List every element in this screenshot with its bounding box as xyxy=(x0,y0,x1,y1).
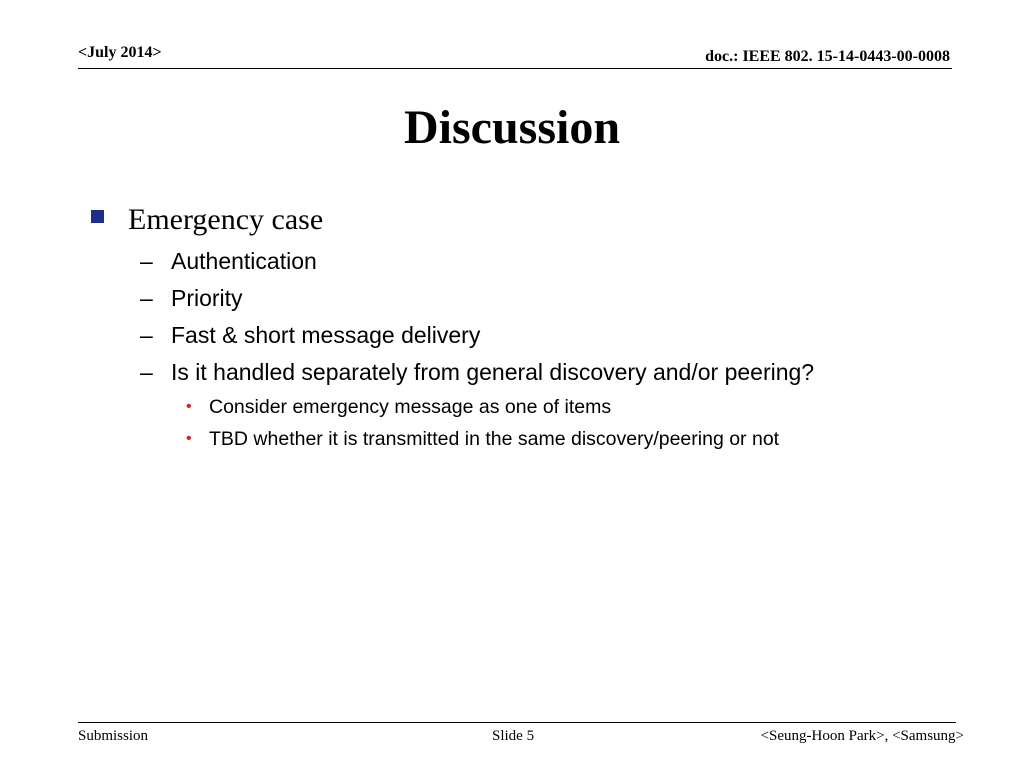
dash-bullet-icon: – xyxy=(140,322,153,348)
bullet-level2-text: Fast & short message delivery xyxy=(171,322,481,348)
dash-bullet-icon: – xyxy=(140,285,153,311)
footer-author: <Seung-Hoon Park>, <Samsung> xyxy=(760,728,964,744)
header-doc-id: doc.: IEEE 802. 15-14-0443-00-0008 xyxy=(705,48,950,65)
dot-bullet-icon: • xyxy=(186,398,192,415)
header-divider xyxy=(78,68,952,69)
slide-title: Discussion xyxy=(403,101,621,154)
bullet-level3-text: TBD whether it is transmitted in the same discovery/peering or not xyxy=(209,428,780,450)
bullet-level2-text: Priority xyxy=(171,285,243,311)
footer-slide-number: Slide 5 xyxy=(492,728,535,744)
bullet-level2-text: Authentication xyxy=(171,248,317,274)
dash-bullet-icon: – xyxy=(140,248,153,274)
dash-bullet-icon: – xyxy=(140,359,153,385)
footer-submission: Submission xyxy=(78,728,149,744)
square-bullet-icon xyxy=(91,210,104,223)
bullet-level2-text: Is it handled separately from general discovery and/or peering? xyxy=(171,359,815,385)
dot-bullet-icon: • xyxy=(186,430,192,447)
bullet-level1-text: Emergency case xyxy=(128,203,324,236)
footer-divider xyxy=(78,722,956,723)
bullet-level3-text: Consider emergency message as one of items xyxy=(209,396,612,418)
header-date: <July 2014> xyxy=(78,44,162,61)
